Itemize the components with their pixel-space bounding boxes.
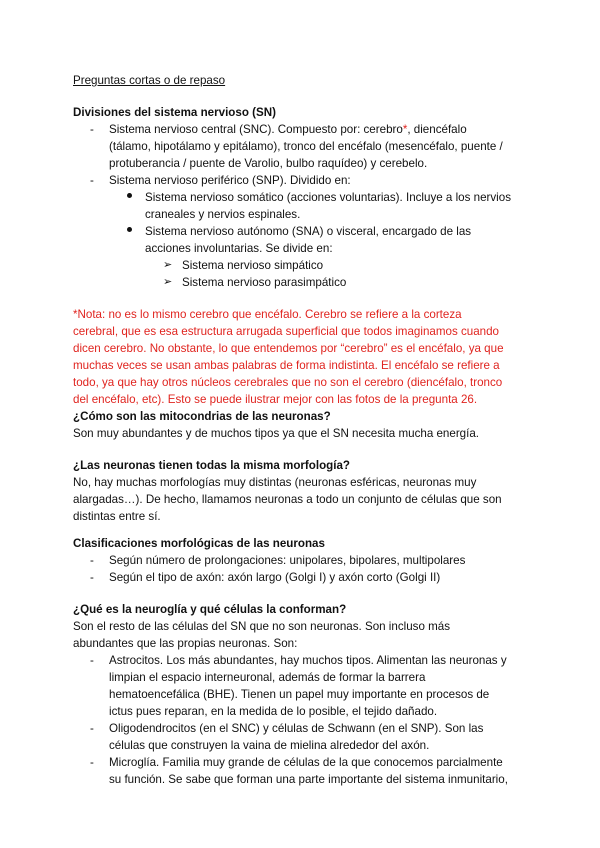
- list-item-snc-line3: protuberancia / puente de Varolio, bulbo raquídeo) y cerebelo.: [109, 157, 428, 170]
- list-item: Según número de prolongaciones: unipolares, bipolares, multipolares: [109, 554, 466, 567]
- list-item-microglia-line2: su función. Se sabe que forman una parte importante del sistema inmunitario,: [109, 773, 508, 786]
- list-item-autonomo: Sistema nervioso autónomo (SNA) o visceral, encargado de las: [145, 225, 472, 238]
- question-heading-mitocondrias: ¿Cómo son las mitocondrias de las neuronas?: [73, 410, 331, 423]
- list-item-astrocitos-line2: limpian el espacio interneuronal, además de formar la barrera: [109, 671, 426, 684]
- list-item-snp: Sistema nervioso periférico (SNP). Dividido en:: [109, 174, 351, 187]
- dash-bullet: -: [90, 722, 94, 735]
- note-line: cerebral, que es esa estructura arrugada superficial que todos imaginamos cuando: [73, 325, 499, 338]
- answer-text: No, hay muchas morfologías muy distintas (neuronas esféricas, neuronas muy: [73, 476, 477, 489]
- arrow-bullet-icon: ➢: [163, 259, 173, 271]
- list-item-snc: Sistema nervioso central (SNC). Compuesto por: cerebro*, diencéfalo: [109, 123, 467, 136]
- question-heading-neuroglia: ¿Qué es la neuroglía y qué células la conforman?: [73, 603, 347, 616]
- list-item-parasimpatico: Sistema nervioso parasimpático: [182, 276, 347, 289]
- list-item-astrocitos-line3: hematoencefálica (BHE). Tienen un papel muy importante en procesos de: [109, 688, 490, 701]
- list-item-snc-line2: (tálamo, hipotálamo y epitálamo), tronco del encéfalo (mesencéfalo, puente /: [109, 140, 503, 153]
- dash-bullet: -: [90, 756, 94, 769]
- note-line: del encéfalo, etc). Esto se puede ilustrar mejor con las fotos de la pregunta 26.: [73, 393, 478, 406]
- dash-bullet: -: [90, 571, 94, 584]
- page-title: Preguntas cortas o de repaso: [73, 74, 226, 87]
- list-item-oligodendrocitos: Oligodendrocitos (en el SNC) y células de Schwann (en el SNP). Son las: [109, 722, 484, 735]
- dash-bullet: -: [90, 123, 94, 136]
- section-heading-clasificaciones: Clasificaciones morfológicas de las neuronas: [73, 537, 325, 550]
- answer-text: Son el resto de las células del SN que no son neuronas. Son incluso más: [73, 620, 451, 633]
- asterisk-mark: *: [402, 123, 408, 136]
- answer-text: abundantes que las propias neuronas. Son:: [73, 637, 298, 650]
- note-line: *Nota: no es lo mismo cerebro que encéfalo. Cerebro se refiere a la corteza: [73, 308, 462, 321]
- answer-text: alargadas…). De hecho, llamamos neuronas a todo un conjunto de células que son: [73, 493, 502, 506]
- section-heading-divisiones: Divisiones del sistema nervioso (SN): [73, 106, 276, 119]
- note-line: todo, ya que hay otros núcleos cerebrales que no son el cerebro (diencéfalo, tronco: [73, 376, 503, 389]
- dash-bullet: -: [90, 554, 94, 567]
- list-item: Según el tipo de axón: axón largo (Golgi I) y axón corto (Golgi II): [109, 571, 441, 584]
- list-item-astrocitos-line4: ictus pues reparan, en la medida de lo posible, el tejido dañado.: [109, 705, 438, 718]
- list-item-microglia: Microglía. Familia muy grande de células de la que conocemos parcialmente: [109, 756, 503, 769]
- bullet-dot-icon: [127, 193, 132, 198]
- answer-text: distintas entre sí.: [73, 510, 161, 523]
- note-line: muchas veces se usan ambas palabras de forma indistinta. El encéfalo se refiere a: [73, 359, 500, 372]
- arrow-bullet-icon: ➢: [163, 276, 173, 288]
- answer-text: Son muy abundantes y de muchos tipos ya que el SN necesita mucha energía.: [73, 427, 480, 440]
- bullet-dot-icon: [127, 227, 132, 232]
- note-line: dicen cerebro. No obstante, lo que entendemos por “cerebro” es el encéfalo, ya que: [73, 342, 504, 355]
- dash-bullet: -: [90, 654, 94, 667]
- list-item-oligodendrocitos-line2: células que construyen la vaina de mielina alrededor del axón.: [109, 739, 430, 752]
- list-item-somatico: Sistema nervioso somático (acciones voluntarias). Incluye a los nervios: [145, 191, 512, 204]
- list-item-astrocitos: Astrocitos. Los más abundantes, hay muchos tipos. Alimentan las neuronas y: [109, 654, 507, 667]
- list-item-somatico-line2: craneales y nervios espinales.: [145, 208, 301, 221]
- dash-bullet: -: [90, 174, 94, 187]
- list-item-simpatico: Sistema nervioso simpático: [182, 259, 324, 272]
- question-heading-morfologia: ¿Las neuronas tienen todas la misma morfología?: [73, 459, 351, 472]
- list-item-autonomo-line2: acciones involuntarias. Se divide en:: [145, 242, 333, 255]
